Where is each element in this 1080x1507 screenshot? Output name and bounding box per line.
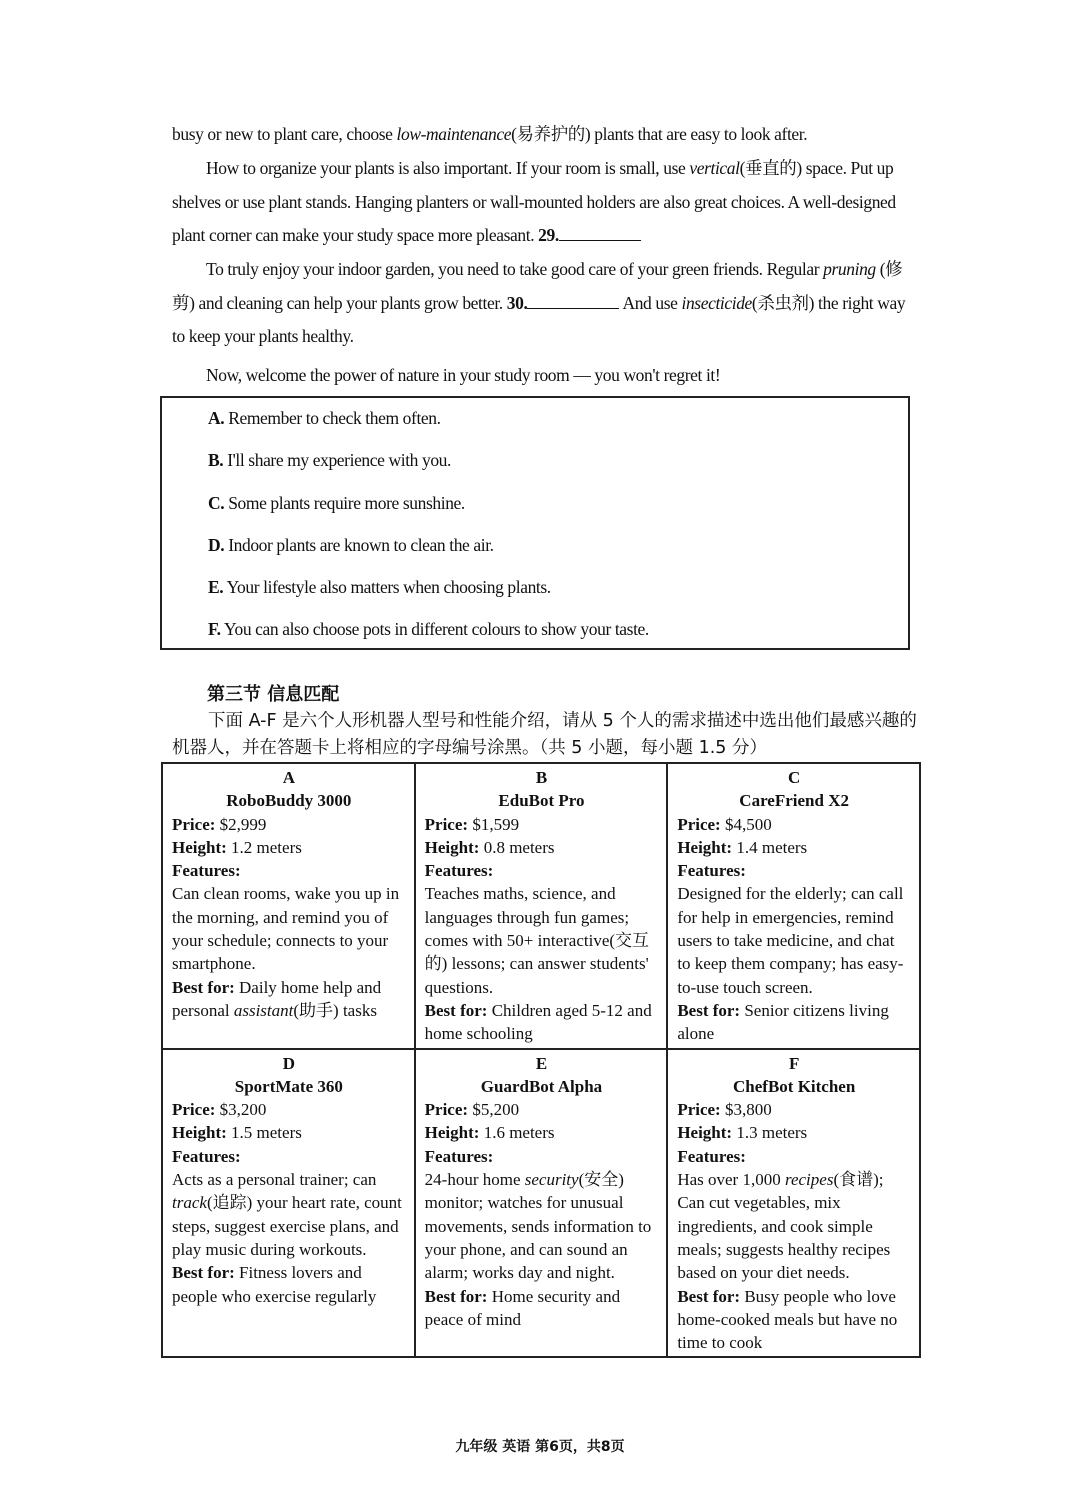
robot-letter: D: [282, 1053, 295, 1073]
robot-name: CareFriend X2: [739, 791, 849, 811]
robot-cell-f: [667, 1049, 920, 1358]
answer-blank-29[interactable]: [559, 226, 641, 241]
features-label: Features:: [424, 861, 494, 881]
passage-paragraph-4: Now, welcome the power of nature in your study room — you won't regret it!: [206, 365, 721, 385]
robot-best-for: Best for: Busy people who love home-cooked meals but have no time to cook: [677, 1286, 898, 1353]
features-label: Features:: [172, 1146, 241, 1166]
options-box: [160, 396, 910, 650]
features-label: Features:: [424, 1146, 494, 1166]
robot-features: 24-hour home security(安全) monitor; watches for unusual movements, sends information to your phone, and can sound an alarm; works day and night.: [424, 1170, 652, 1283]
features-label: Features:: [677, 861, 746, 881]
robot-cell-d: [162, 1049, 415, 1358]
table-row: [162, 763, 920, 1049]
robot-features: Designed for the elderly; can call for help in emergencies, remind users to take medicine, and chat to keep them company; has easy-to-use touch screen.: [677, 884, 904, 997]
term-vertical: vertical: [689, 158, 740, 178]
option-f: F. You can also choose pots in different colours to show your taste.: [208, 619, 649, 639]
option-b: B. I'll share my experience with you.: [208, 450, 452, 470]
option-d: D. Indoor plants are known to clean the air.: [208, 535, 494, 555]
robot-cell-e: [415, 1049, 668, 1358]
robot-letter: C: [788, 768, 801, 787]
robot-letter: F: [788, 1053, 800, 1073]
section-title: 第三节 信息匹配: [207, 684, 340, 705]
features-label: Features:: [172, 861, 241, 881]
robot-height: Height: 1.6 meters: [424, 1123, 555, 1143]
table-row: [162, 1049, 920, 1358]
robot-height: Height: 1.3 meters: [677, 1123, 808, 1143]
robot-best-for: Best for: Senior citizens living alone: [677, 1000, 889, 1044]
passage-paragraph-3: To truly enjoy your indoor garden, you need to take good care of your green friends. Regular pruning (修剪) and cleaning can help your plants grow better. 30. And use insecticide(杀虫剂) the right way to keep your plants healthy.: [172, 259, 906, 346]
features-label: Features:: [677, 1146, 746, 1166]
robot-best-for: Best for: Daily home help and personal assistant(助手) tasks: [172, 977, 382, 1020]
robot-price: Price: $3,200: [172, 1100, 267, 1120]
option-a: A. Remember to check them often.: [208, 408, 441, 428]
robot-best-for: Best for: Home security and peace of mind: [424, 1286, 621, 1329]
robot-features: Can clean rooms, wake you up in the morning, and remind you of your schedule; connects to your smartphone.: [172, 884, 400, 974]
robot-letter: A: [282, 768, 295, 787]
term-low-maintenance: low-maintenance: [396, 124, 512, 144]
robot-cell-c: [667, 763, 920, 1049]
robot-name: RoboBuddy 3000: [226, 791, 352, 811]
question-30-number: 30.: [506, 292, 528, 313]
robot-height: Height: 1.5 meters: [172, 1123, 302, 1143]
option-e: E. Your lifestyle also matters when choosing plants.: [208, 577, 551, 597]
robot-price: Price: $2,999: [172, 814, 267, 834]
robot-cell-a: [162, 763, 415, 1049]
term-insecticide: insecticide: [681, 292, 752, 313]
option-c: C. Some plants require more sunshine.: [208, 493, 465, 513]
robot-table: [161, 762, 921, 1358]
robot-name: EduBot Pro: [498, 791, 585, 811]
robot-letter: E: [535, 1053, 548, 1073]
robot-name: ChefBot Kitchen: [733, 1076, 856, 1096]
page-footer: 九年级 英语 第6页，共8页: [455, 1439, 625, 1455]
robot-best-for: Best for: Fitness lovers and people who exercise regularly: [172, 1263, 377, 1306]
robot-name: GuardBot Alpha: [480, 1076, 603, 1096]
term-pruning: pruning: [823, 259, 876, 279]
robot-features: Teaches maths, science, and languages through fun games; comes with 50+ interactive(交互的) lessons; can answer students' questions.: [424, 884, 650, 997]
robot-name: SportMate 360: [234, 1076, 343, 1096]
passage-line-1: busy or new to plant care, choose low-maintenance(易养护的) plants that are easy to look after.: [172, 124, 808, 144]
robot-cell-b: [415, 763, 668, 1049]
question-29-number: 29.: [538, 225, 559, 245]
robot-price: Price: $1,599: [424, 814, 520, 834]
answer-blank-30[interactable]: [527, 294, 619, 309]
section-instructions: 下面 A-F 是六个人形机器人型号和性能介绍，请从 5 个人的需求描述中选出他们最感兴趣的机器人，并在答题卡上将相应的字母编号涂黑。（共 5 小题，每小题 1.5 分）: [172, 711, 917, 758]
robot-price: Price: $3,800: [677, 1100, 772, 1120]
robot-price: Price: $5,200: [424, 1100, 520, 1120]
robot-features: Has over 1,000 recipes(食谱); Can cut vegetables, mix ingredients, and cook simple meals; suggests healthy recipes based on your diet needs.: [677, 1170, 891, 1283]
robot-height: Height: 1.4 meters: [677, 837, 808, 857]
robot-price: Price: $4,500: [677, 814, 772, 834]
passage-paragraph-2: How to organize your plants is also important. If your room is small, use vertical(垂直的) space. Put up shelves or use plant stands. Hanging planters or wall-mounted holders are also great choices. A well-designed plant corner can make your study space more pleasant. 29.: [172, 158, 896, 245]
robot-height: Height: 1.2 meters: [172, 837, 302, 857]
robot-height: Height: 0.8 meters: [424, 837, 555, 857]
robot-best-for: Best for: Children aged 5-12 and home schooling: [424, 1000, 652, 1044]
robot-features: Acts as a personal trainer; can track(追踪) your heart rate, count steps, suggest exercise plans, and play music during workouts.: [172, 1170, 402, 1259]
robot-letter: B: [535, 768, 548, 787]
